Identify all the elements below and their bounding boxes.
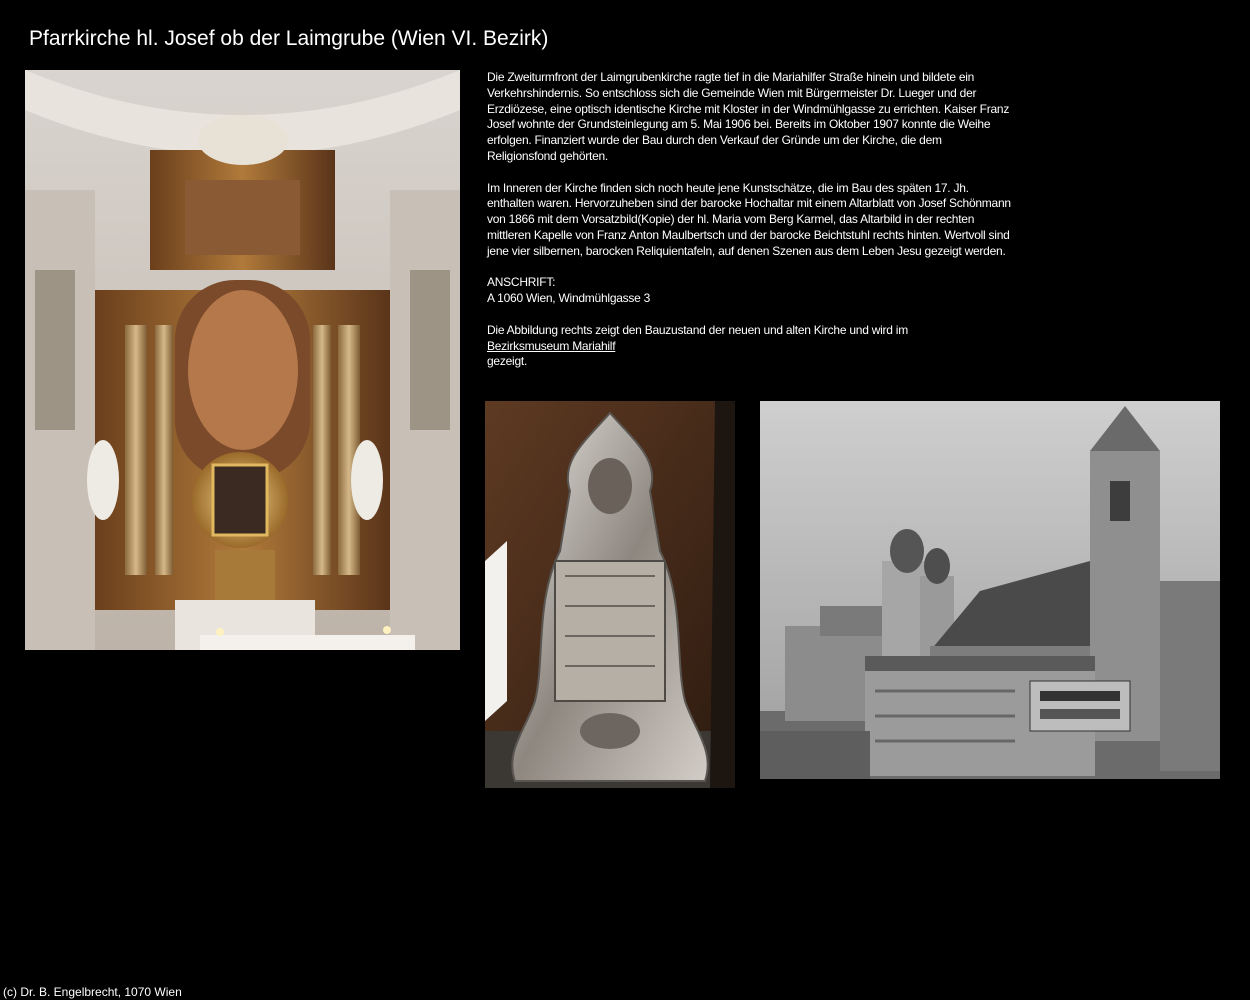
history-paragraph: Die Zweiturmfront der Laimgrubenkirche ragte tief in die Mariahilfer Straße hinein und bildete ein Verkehrshindernis. So entschloss sich die Gemeinde Wien mit Bürgermeister Dr. Lueger und der Erzdiözese, eine optisch identische Kirche mit Kloster in der Windmühlgasse zu errichten. Kaiser Franz Josef wohnte der Grundsteinlegung am 5. Mai 1906 bei. Bereits im Oktober 1907 konnte die Weihe erfolgen. Finanziert wurde der Bau durch den Verkauf der Gründe um der Kirche, die dem Religionsfond gehörten. xyxy=(487,70,1010,163)
address-value: A 1060 Wien, Windmühlgasse 3 xyxy=(487,291,651,306)
copyright-footer: (c) Dr. B. Engelbrecht, 1070 Wien xyxy=(3,985,182,999)
address-label: ANSCHRIFT: xyxy=(487,275,556,290)
address-section xyxy=(487,275,1012,307)
description-text xyxy=(487,70,1012,386)
historic-construction-photo xyxy=(760,401,1220,779)
museum-paragraph xyxy=(487,323,1012,370)
bezirksmuseum-link[interactable]: Bezirksmuseum Mariahilf xyxy=(487,338,616,353)
interior-paragraph: Im Inneren der Kirche finden sich noch heute jene Kunstschätze, die im Bau des späten 17. Jh. enthalten waren. Hervorzuheben sind der barocke Hochaltar mit einem Altarblatt von Josef Schönmann von 1866 mit dem Vorsatzbild(Kopie) der hl. Maria vom Berg Karmel, das Altarbild in der rechten mittleren Kapelle von Franz Anton Maulbertsch und der barocke Beichtstuhl rechts hinten. Wertvoll sind jene vier silbernen, barocken Reliquientafeln, auf denen Szenen aus dem Leben Jesu gezeigt werden. xyxy=(487,180,1011,258)
reliquary-photo xyxy=(485,401,735,788)
museum-text: Die Abbildung rechts zeigt den Bauzustand der neuen und alten Kirche und wird im xyxy=(487,322,908,337)
altar-photo xyxy=(25,70,460,650)
museum-text-end: gezeigt. xyxy=(487,354,528,369)
page-title: Pfarrkirche hl. Josef ob der Laimgrube (Wien VI. Bezirk) xyxy=(29,27,549,50)
